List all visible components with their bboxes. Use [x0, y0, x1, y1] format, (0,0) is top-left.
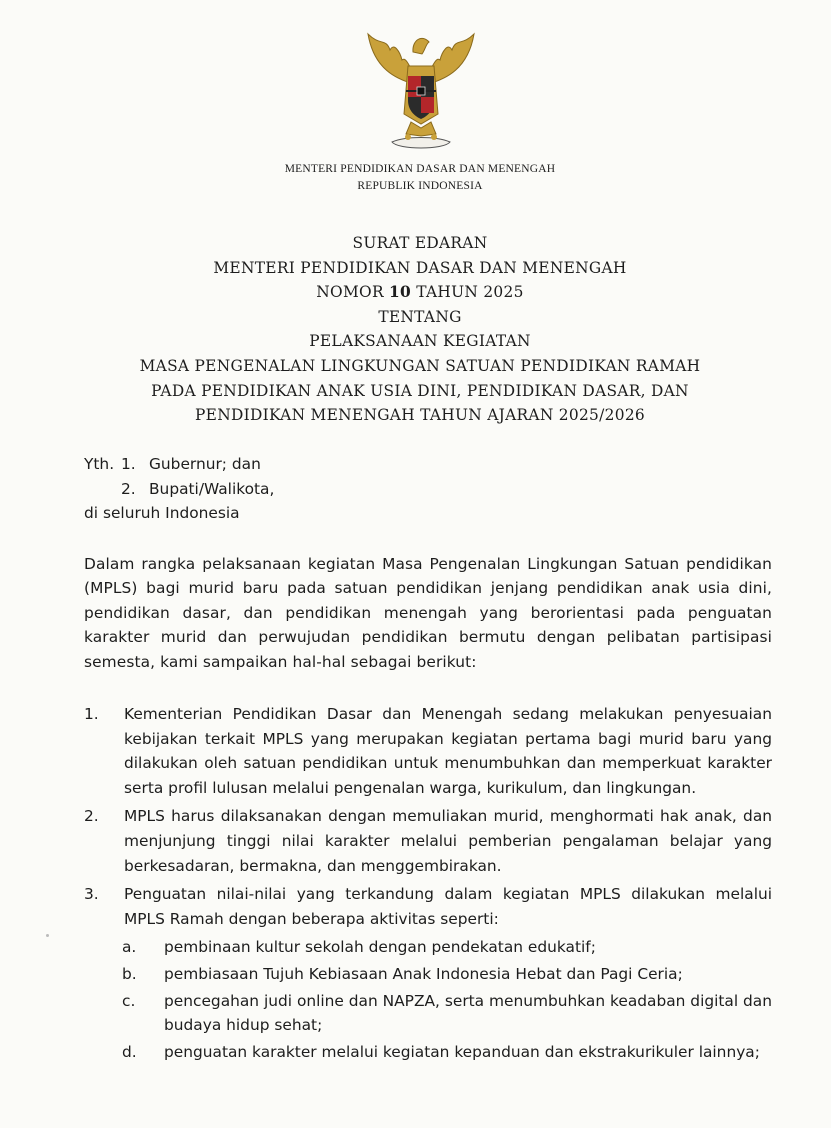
number-prefix: NOMOR [316, 283, 390, 302]
addressee-row: Yth. 1. Gubernur; dan [84, 452, 274, 477]
list-item: 2. MPLS harus dilaksanakan dengan memuliakan murid, menghormati hak anak, dan menjunjung tinggi nilai karakter melalui pemberian pengalaman belajar yang berkesadaran, bermakna, dan menggembirakan. [84, 807, 772, 875]
garuda-pancasila-emblem-icon [356, 24, 486, 159]
title-line-1: SURAT EDARAN [352, 234, 488, 252]
title-line-8: PENDIDIKAN MENENGAH TAHUN AJARAN 2025/2026 [195, 406, 645, 425]
title-line-4: TENTANG [378, 307, 462, 326]
list-item: 1. Kementerian Pendidikan Dasar dan Menengah sedang melakukan penyesuaian kebijakan terkait MPLS yang merupakan kegiatan pertama bagi murid baru yang dilakukan oleh satuan pendidikan untuk menumbuhkan dan memperkuat karakter serta profil lulusan melalui pengenalan warga, kurikulum, dan lingkungan. [84, 705, 772, 797]
title-line-7: PADA PENDIDIKAN ANAK USIA DINI, PENDIDIKAN DASAR, DAN [151, 381, 689, 400]
sub-list-item: a. pembinaan kultur sekolah dengan pendekatan edukatif; [122, 938, 596, 957]
intro-paragraph: Dalam rangka pelaksanaan kegiatan Masa Pengenalan Lingkungan Satuan pendidikan (MPLS) bagi murid baru pada satuan pendidikan jenjang pendidikan anak usia dini, pendidikan dasar, dan pendidikan menengah yang berorientasi pada penguatan karakter murid dan perwujudan pendidikan bermutu dengan pelibatan partisipasi semesta, kami sampaikan hal-hal sebagai berikut: [84, 555, 772, 671]
sub-list-item: c. pencegahan judi online dan NAPZA, serta menumbuhkan keadaban digital dan budaya hidup sehat; [122, 991, 772, 1035]
number-suffix: TAHUN 2025 [411, 283, 524, 302]
title-line-2: MENTERI PENDIDIKAN DASAR DAN MENENGAH [213, 258, 627, 277]
letter-number: 10 [389, 283, 412, 302]
title-number-line [60, 280, 780, 305]
document-title [60, 231, 780, 428]
addressee-block [84, 452, 274, 526]
addressee-row: 2. Bupati/Walikota, [121, 479, 275, 498]
list-item: 3. Penguatan nilai-nilai yang terkandung dalam kegiatan MPLS dilakukan melalui MPLS Ramah dengan beberapa aktivitas seperti: [84, 885, 772, 928]
addressee-location: di seluruh Indonesia [84, 504, 240, 522]
points-list [84, 702, 772, 1066]
title-line-6: MASA PENGENALAN LINGKUNGAN SATUAN PENDIDIKAN RAMAH [139, 356, 701, 375]
issuer-title: MENTERI PENDIDIKAN DASAR DAN MENENGAH [284, 163, 556, 175]
issuer-country: REPUBLIK INDONESIA [357, 180, 483, 192]
sub-list-item: d. penguatan karakter melalui kegiatan kepanduan dan ekstrakurikuler lainnya; [122, 1042, 760, 1061]
title-line-5: PELAKSANAAN KEGIATAN [309, 332, 531, 351]
scan-speck [46, 934, 49, 937]
sub-list-item: b. pembiasaan Tujuh Kebiasaan Anak Indonesia Hebat dan Pagi Ceria; [122, 964, 683, 983]
addressee-label: Yth. [84, 455, 115, 473]
